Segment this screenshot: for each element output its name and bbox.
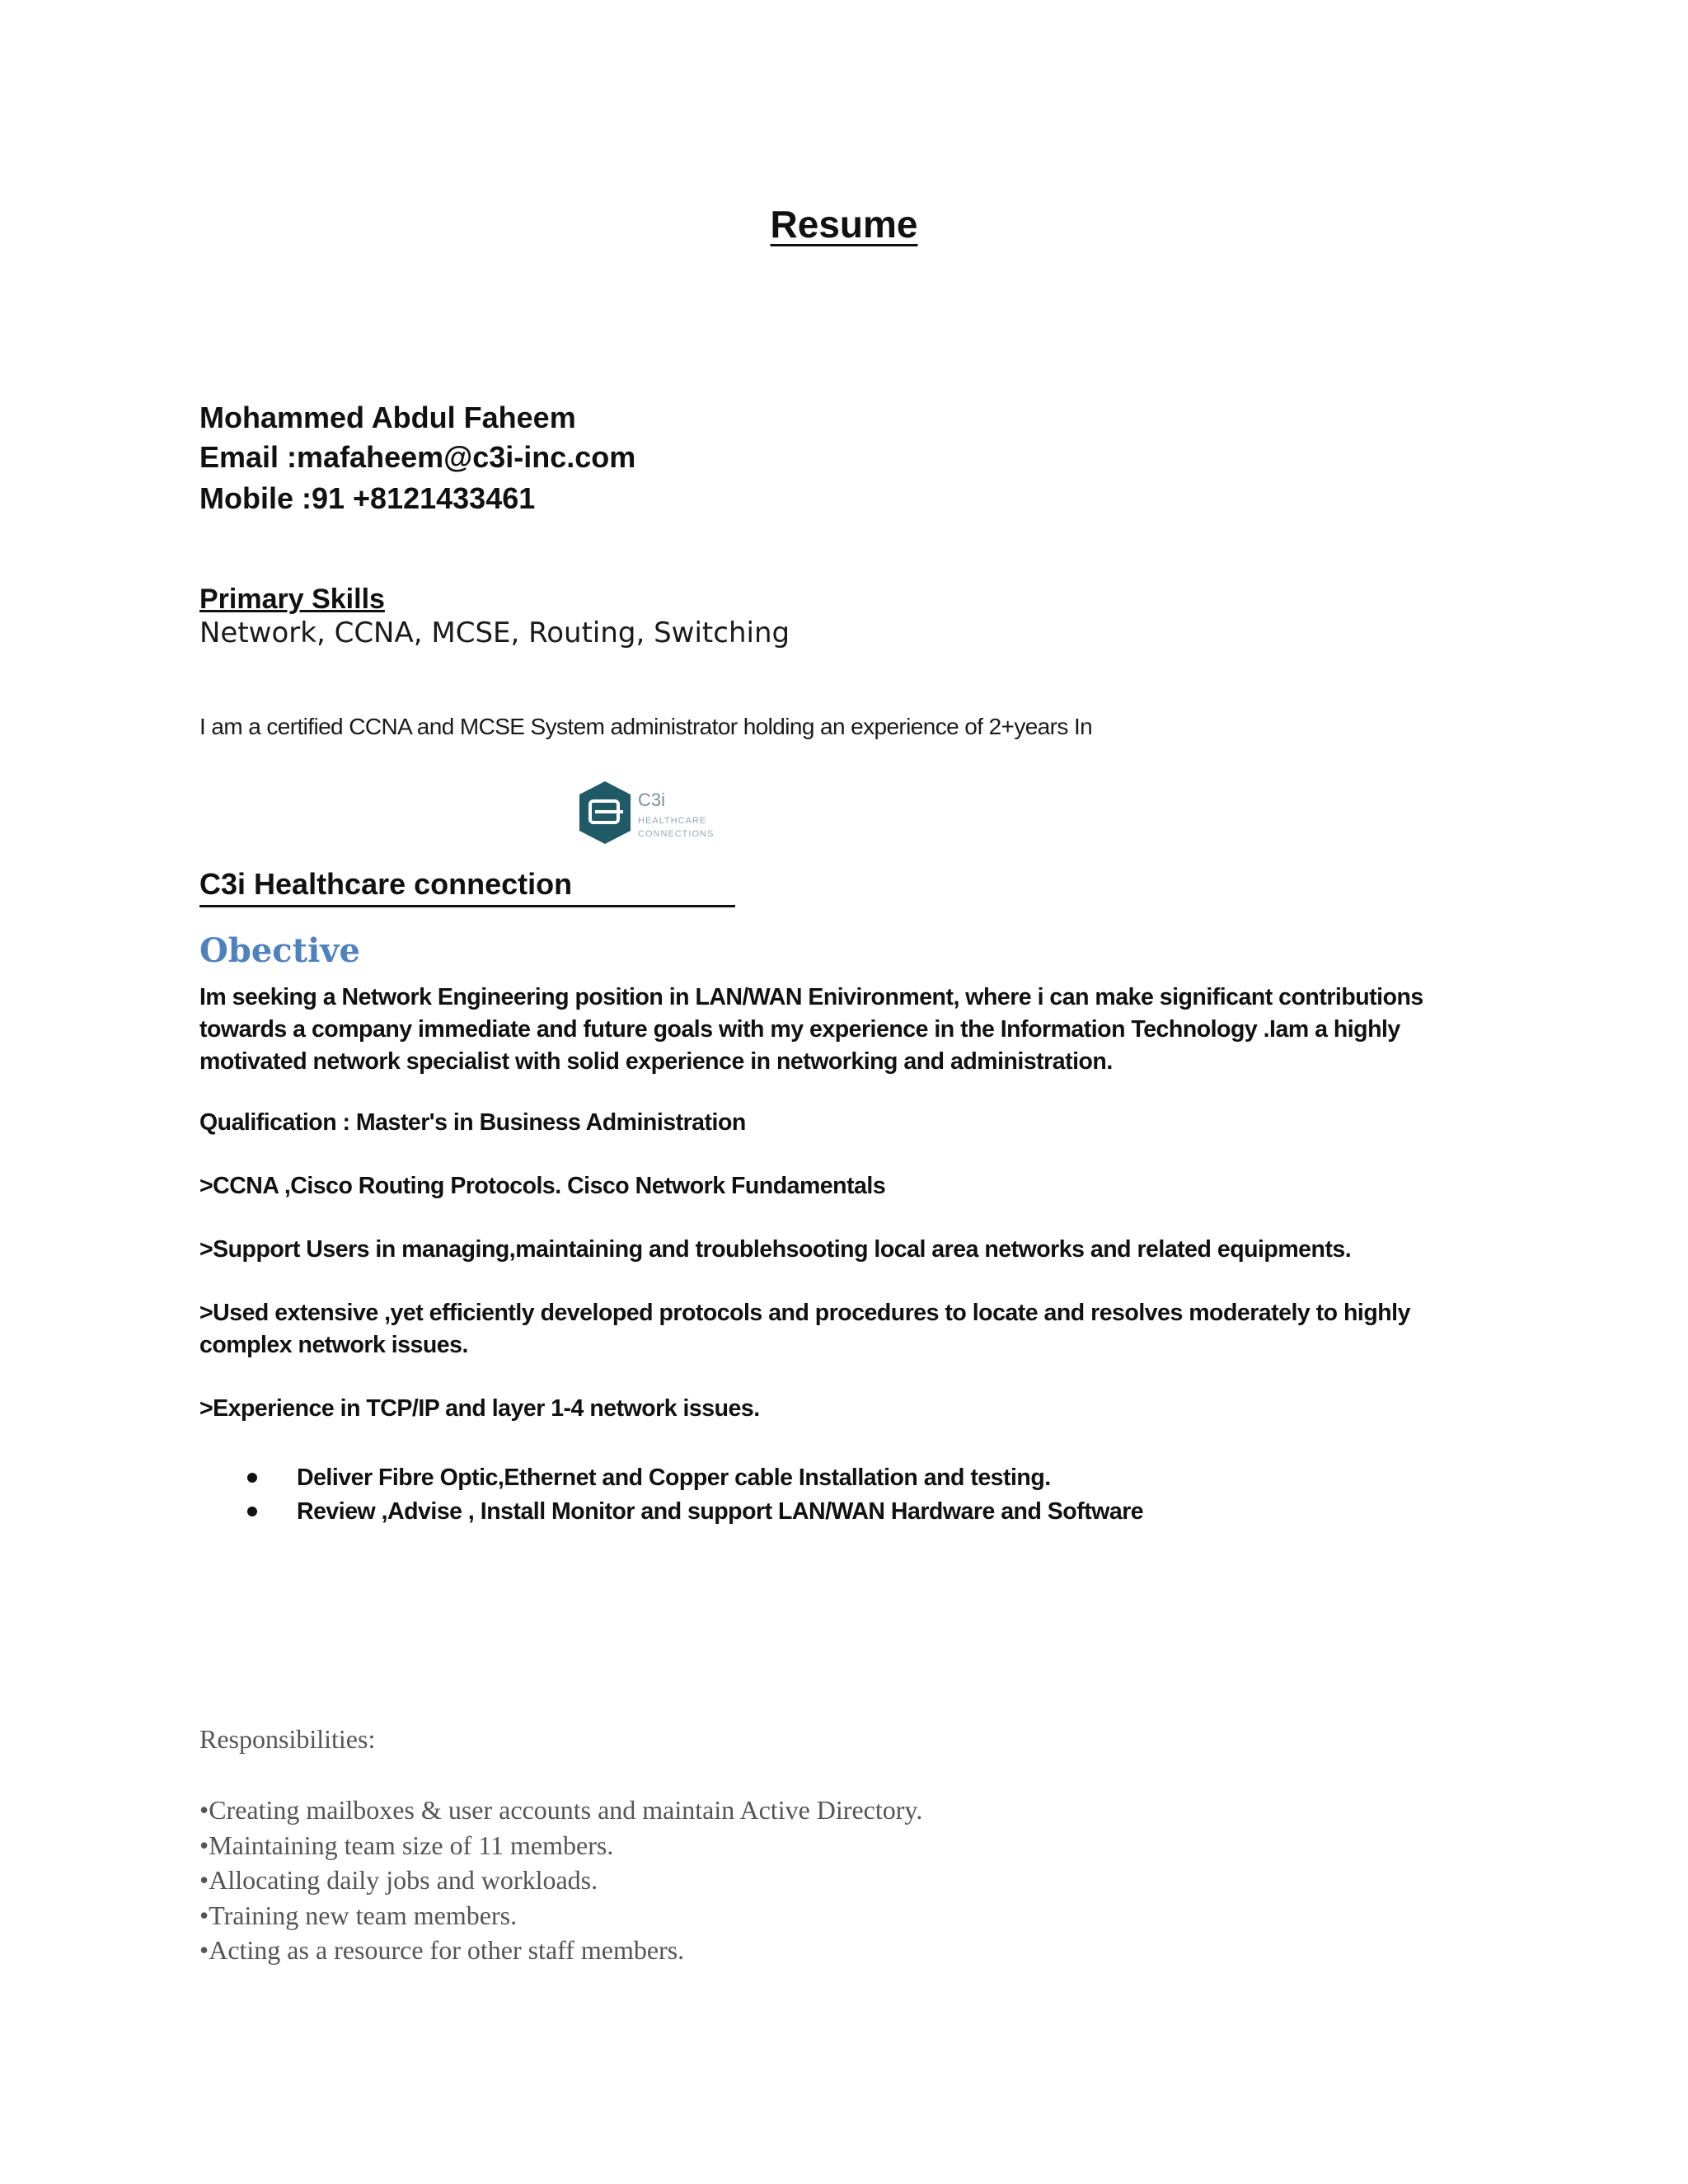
contact-name: Mohammed Abdul Faheem xyxy=(199,401,576,434)
bullet-text: Deliver Fibre Optic,Ethernet and Copper cable Installation and testing. xyxy=(297,1465,1051,1491)
objective-heading: Obective xyxy=(199,931,360,970)
responsibility-item: •Training new team members. xyxy=(199,1900,518,1930)
summary-text: I am a certified CCNA and MCSE System administrator holding an experience of 2+years In xyxy=(199,714,1093,739)
page-title: Resume xyxy=(770,203,918,246)
responsibility-item: •Creating mailboxes & user accounts and maintain Active Directory. xyxy=(199,1795,923,1825)
logo-line-1: HEALTHCARE xyxy=(638,816,707,826)
company-logo xyxy=(575,780,729,854)
contact-email: Email :mafaheem@c3i-inc.com xyxy=(199,440,636,474)
bullet-dot-icon xyxy=(247,1473,257,1483)
bullet-dot-icon xyxy=(247,1507,257,1516)
bullet-item xyxy=(199,1495,1485,1529)
point-item: >Experience in TCP/IP and layer 1-4 network issues. xyxy=(199,1395,760,1422)
bullet-list xyxy=(199,1461,1485,1529)
logo-line-2: CONNECTIONS xyxy=(638,829,715,839)
logo-name: C3i xyxy=(638,790,666,810)
responsibilities-list xyxy=(199,1793,922,1968)
primary-skills-heading: Primary Skills xyxy=(199,583,385,615)
point-item: >Used extensive ,yet efficiently developed protocols and procedures to locate and resolves moderately to highly complex network issues. xyxy=(199,1300,1410,1358)
responsibility-item: •Maintaining team size of 11 members. xyxy=(199,1830,614,1860)
point-item: >CCNA ,Cisco Routing Protocols. Cisco Network Fundamentals xyxy=(199,1173,886,1199)
point-item: >Support Users in managing,maintaining and troublehsooting local area networks and related equipments. xyxy=(199,1236,1352,1263)
objective-text: Im seeking a Network Engineering position in LAN/WAN Enivironment, where i can make significant contributions towards a company immediate and future goals with my experience in the Information Technology .Iam a highly motivated network specialist with solid experience in networking and administration. xyxy=(199,984,1423,1075)
primary-skills-value: Network, CCNA, MCSE, Routing, Switching xyxy=(199,616,790,649)
qualification-text: Qualification : Master's in Business Administration xyxy=(199,1109,746,1136)
responsibility-item: •Acting as a resource for other staff members. xyxy=(199,1935,685,1965)
bullet-item xyxy=(199,1461,1485,1495)
bullet-text: Review ,Advise , Install Monitor and support LAN/WAN Hardware and Software xyxy=(297,1498,1144,1525)
company-name: C3i Healthcare connection xyxy=(199,867,735,907)
contact-mobile: Mobile :91 +8121433461 xyxy=(199,481,536,515)
responsibilities-heading: Responsibilities: xyxy=(199,1724,376,1754)
responsibility-item: •Allocating daily jobs and workloads. xyxy=(199,1865,598,1895)
